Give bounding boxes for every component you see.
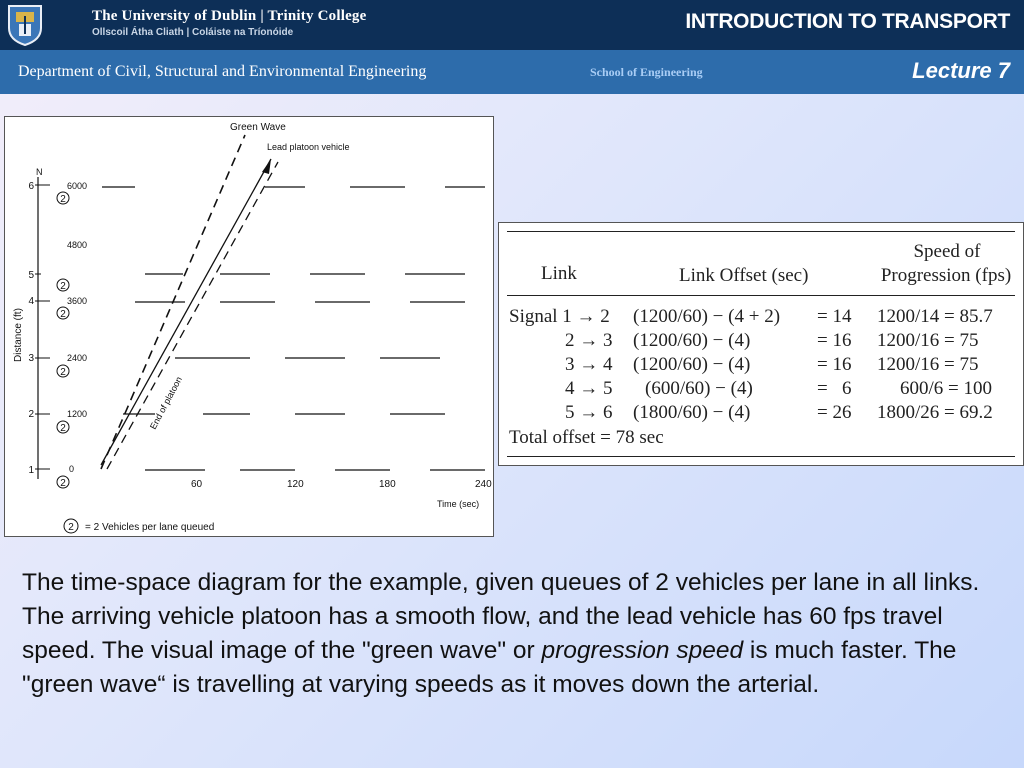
- col-header-speed-1: Speed of: [913, 241, 981, 262]
- row-offset: = 6: [817, 378, 852, 399]
- row-offset: = 14: [817, 306, 852, 327]
- end-of-platoon-label: End of platoon: [147, 374, 185, 431]
- time-tick: 60: [191, 479, 203, 490]
- lead-vehicle-line: [101, 159, 271, 465]
- north-label: N: [36, 167, 43, 177]
- table-total: Total offset = 78 sec: [509, 427, 664, 448]
- row-expr: (600/60) − (4): [645, 378, 753, 399]
- row-offset: = 26: [817, 402, 852, 423]
- distance-tick: 4800: [67, 240, 88, 250]
- time-space-diagram: [4, 116, 494, 537]
- col-header-link: Link: [541, 263, 577, 284]
- queue-markers: [57, 192, 69, 489]
- signal-number: 3: [28, 353, 34, 364]
- row-speed: 1200/16 = 75: [877, 354, 979, 375]
- time-tick: 120: [287, 479, 304, 490]
- row-link: Signal 1 → 2: [509, 306, 610, 327]
- col-header-speed-2: Progression (fps): [880, 265, 1012, 286]
- university-name: The University of Dublin | Trinity College: [92, 8, 367, 24]
- y-axis-label: Distance (ft): [13, 308, 24, 362]
- signal-green-bands: [102, 187, 485, 470]
- lecture-number: Lecture 7: [912, 58, 1010, 83]
- caption-text: The time-space diagram for the example, given queues of 2 vehicles per lane in all links. The arriving vehicle platoon has a smooth flow, and the lead vehicle has 60 fps travel speed. The visual image of the "green wave" or: [22, 569, 980, 664]
- distance-tick: 6000: [67, 181, 88, 191]
- signal-number: 5: [28, 270, 34, 281]
- row-speed: 1200/16 = 75: [877, 330, 979, 351]
- platoon-end-line: [107, 162, 278, 469]
- school-name: School of Engineering: [590, 65, 703, 79]
- row-link: 4 → 5: [565, 378, 613, 399]
- svg-text:2: 2: [60, 281, 66, 292]
- row-speed: 600/6 = 100: [900, 378, 992, 399]
- signal-number: 2: [28, 409, 34, 420]
- legend-text: = 2 Vehicles per lane queued: [85, 522, 215, 533]
- table-top-rule: [507, 231, 1015, 232]
- distance-tick: 1200: [67, 409, 88, 419]
- header-top-bar: [0, 0, 1024, 50]
- svg-text:2: 2: [60, 423, 66, 434]
- course-title: INTRODUCTION TO TRANSPORT: [685, 10, 1010, 33]
- signal-labels: [28, 181, 87, 476]
- svg-text:2: 2: [60, 194, 66, 205]
- caption-text-end: is much faster. The "green wave“ is travelling at varying speeds as it moves down the arterial.: [22, 637, 957, 698]
- row-expr: (1200/60) − (4 + 2): [633, 306, 781, 327]
- table-bottom-rule: [507, 456, 1015, 457]
- green-wave-label: Green Wave: [230, 122, 286, 133]
- caption-emphasis: progression speed: [541, 637, 744, 664]
- svg-text:2: 2: [60, 367, 66, 378]
- time-tick: 180: [379, 479, 396, 490]
- row-expr: (1200/60) − (4): [633, 330, 751, 351]
- row-speed: 1800/26 = 69.2: [877, 402, 993, 423]
- row-offset: = 16: [817, 354, 852, 375]
- signal-number: 6: [28, 181, 34, 192]
- row-speed: 1200/14 = 85.7: [877, 306, 993, 327]
- svg-text:2: 2: [68, 522, 74, 533]
- department-name: Department of Civil, Structural and Environmental Engineering: [18, 63, 427, 80]
- row-link: 3 → 4: [565, 354, 613, 375]
- col-header-offset: Link Offset (sec): [679, 265, 809, 286]
- x-axis-label: Time (sec): [437, 499, 480, 509]
- distance-tick: 0: [69, 464, 75, 474]
- slide-caption: [22, 566, 1014, 702]
- trinity-crest-icon: [7, 4, 43, 46]
- header-department-bar: [0, 50, 1024, 94]
- offset-table: [498, 222, 1024, 466]
- signal-number: 4: [28, 296, 34, 307]
- arrow-head-icon: [262, 159, 271, 174]
- lead-vehicle-label: Lead platoon vehicle: [267, 142, 350, 152]
- row-link: 5 → 6: [565, 402, 613, 423]
- row-expr: (1200/60) − (4): [633, 354, 751, 375]
- svg-text:2: 2: [60, 309, 66, 320]
- time-tick: 240: [475, 479, 492, 490]
- table-header-rule: [507, 295, 1015, 296]
- row-link: 2 → 3: [565, 330, 613, 351]
- svg-text:2: 2: [60, 478, 66, 489]
- signal-number: 1: [28, 465, 34, 476]
- row-expr: (1800/60) − (4): [633, 402, 751, 423]
- distance-tick: 2400: [67, 353, 88, 363]
- university-name-irish: Ollscoil Átha Cliath | Coláiste na Tríonóide: [92, 27, 294, 38]
- distance-tick: 3600: [67, 296, 88, 306]
- row-offset: = 16: [817, 330, 852, 351]
